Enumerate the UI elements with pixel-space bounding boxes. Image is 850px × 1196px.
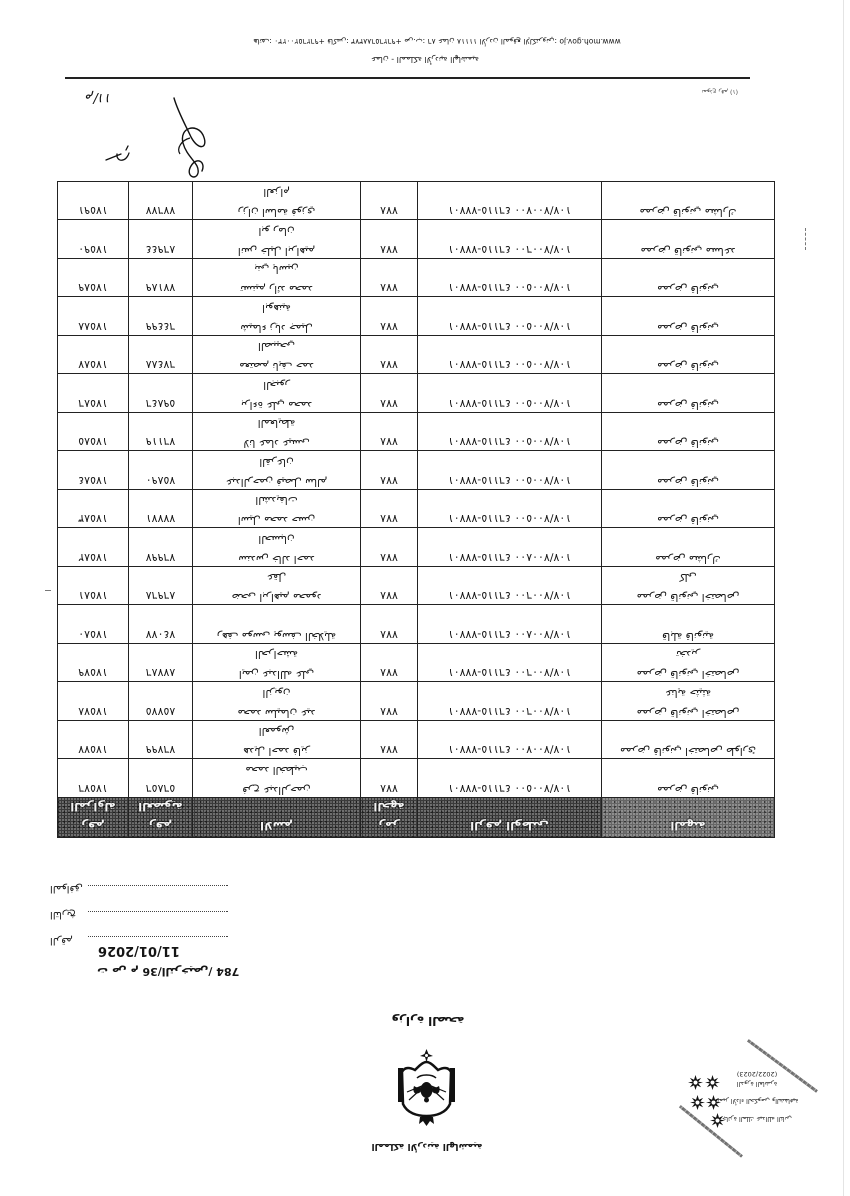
code-cell: ٧٧٨ (361, 413, 418, 452)
header-profession (602, 798, 775, 838)
name-cell (193, 297, 361, 336)
license-number-cell: ١٧٥٨٨ (58, 297, 129, 336)
header-line: العضوية (138, 800, 183, 814)
name-line-2: الصبيحي (257, 340, 296, 353)
national-number-value: ١٠٧/٧٠٠٨٠٠ ٤٦١١٥-٧٧٧٠١ (447, 551, 572, 564)
national-number-value: ١٠٧/٧٠٠٦٠٠ ٤٦١١٥-٧٧٧٠١ (447, 705, 572, 718)
award-stamp (675, 1036, 830, 1166)
member-number-cell: ٧٦٧٩٩ (129, 721, 193, 760)
hijri-date-field-line (88, 885, 228, 886)
date-stamp: 11/01/2026 (98, 943, 180, 958)
name-line-2: بني ياسين (254, 263, 299, 276)
table-row (58, 759, 775, 798)
national-number-value: ١٠٧/٧٠٠٥٠٠ ٤٦١١٥-٧٧٧٠١ (447, 397, 572, 410)
license-number-cell: ١٧٥٨٣ (58, 490, 129, 529)
profession-line-1: ممرض قانوني مساعد (640, 245, 736, 257)
scan-edge-line (843, 0, 844, 1196)
national-number-value: ١٠٧/٧٠٠٥٠٠ ٤٦١١٥-٧٧٧٠١ (447, 782, 572, 795)
code-cell: ٧٧٨ (361, 721, 418, 760)
code-cell: ٧٧٨ (361, 374, 418, 413)
profession-line-1: ممرض قانوني (657, 399, 719, 411)
national-number-value: ١٠٧/٧٠٠٦٠٠ ٤٦١١٥-٧٧٧٠١ (447, 666, 572, 680)
table-row (58, 259, 775, 298)
member-number-cell: ٧٥٨٩٠ (129, 451, 193, 490)
name-line-1: انس خليل ابراهيم (237, 245, 316, 257)
table-row (58, 182, 775, 221)
name-line-1: فرح عبدالرحمن (242, 784, 311, 796)
national-number-value: ١٠٧/٧٠٠٧٠٠ ٤٦١١٥-٧٧٧٠١ (447, 204, 572, 218)
table-row (58, 413, 775, 452)
name-cell (193, 528, 361, 567)
member-number-cell: ٥٦٨٥٦ (129, 759, 193, 798)
national-number-value: ١٠٧/٧٠٠٥٠٠ ٤٦١١٥-٧٧٧٠١ (447, 435, 572, 449)
code-cell: ٧٧٨ (361, 220, 418, 259)
scan-margin-mark (805, 228, 806, 250)
name-line-2: العموش (258, 725, 295, 738)
member-number-cell: ٦٧٤٨٨ (129, 336, 193, 375)
date-field-line (88, 911, 228, 912)
date-label: التاريخ (50, 909, 76, 920)
name-line-1: براءة علي محمد (240, 399, 313, 411)
code-cell: ٧٧٨ (361, 605, 418, 644)
ministry-title: وزارة الصحة (391, 1014, 465, 1028)
member-number-cell: ٧٦١١٩ (129, 413, 193, 452)
profession-cell (602, 451, 775, 490)
profession-line-2: تخدير (676, 648, 700, 661)
name-line-1: ضحى ابراهيم محمود (231, 591, 322, 604)
profession-cell (602, 644, 775, 683)
profession-cell (602, 682, 775, 721)
code-cell: ٧٧٨ (361, 528, 418, 567)
scan-margin-mark (45, 590, 51, 591)
national-number-value: ١٠٧/٧٠٠٧٠٠ ٤٦١١٥-٧٧٧٠١ (447, 743, 572, 757)
data-table (57, 181, 775, 838)
name-cell (193, 567, 361, 606)
name-cell (193, 682, 361, 721)
national-number-cell (418, 182, 602, 221)
table-row (58, 644, 775, 683)
member-number-cell: ٧٧٧٧١ (129, 490, 193, 529)
profession-line-1: ممرض قانوني (657, 784, 719, 796)
national-number-cell (418, 528, 602, 567)
license-number-cell: ١٧٥٧٦ (58, 759, 129, 798)
code-cell: ٧٧٨ (361, 336, 418, 375)
name-line-2: الحسبان (258, 533, 295, 545)
profession-cell (602, 259, 775, 298)
national-number-cell (418, 759, 602, 798)
name-line-1: معتصم نايف حمد (239, 360, 314, 373)
profession-line-1: ممرض قانوني اختصاص (636, 668, 740, 681)
profession-line-1: ممرض قانوني اختصاص (636, 707, 740, 719)
table-row (58, 528, 775, 567)
name-line-2: الزبون (262, 687, 291, 699)
code-cell: ٧٧٨ (361, 259, 418, 298)
table-row (58, 336, 775, 375)
header-line: المزاولة (70, 800, 116, 814)
profession-cell (602, 297, 775, 336)
national-number-cell (418, 413, 602, 452)
name-line-2: المعايطة (257, 417, 296, 430)
award-line-1: جائزة الملك عبدالله الثاني (722, 1115, 792, 1123)
member-number-cell: ٧٦٩٩٧ (129, 528, 193, 567)
profession-line-1: ممرض قانوني اختصاص (636, 591, 740, 604)
license-number-cell: ١٧٥٨١ (58, 567, 129, 606)
name-cell (193, 413, 361, 452)
header-line: رقم (148, 819, 173, 833)
national-number-cell (418, 644, 602, 683)
license-number-cell: ١٧٥٧٨ (58, 682, 129, 721)
name-line-1: شيماء زياد جميل (240, 322, 313, 334)
profession-line-1: ممرض قانوني مشارك (639, 206, 737, 219)
member-number-cell: ٧٤٠٧٧ (129, 605, 193, 644)
name-line-1: هديل احمد فايز (243, 745, 310, 758)
national-number-cell (418, 682, 602, 721)
name-cell (193, 374, 361, 413)
profession-cell (602, 182, 775, 221)
profession-line-1: ممرض قانوني (657, 437, 719, 450)
profession-cell (602, 567, 775, 606)
code-cell: ٧٧٨ (361, 297, 418, 336)
national-number-value: ١٠٧/٧٠٠٥٠٠ ٤٦١١٥-٧٧٧٠١ (447, 320, 572, 333)
form-code: نموذج رقم (١) (701, 88, 738, 95)
license-number-cell: ١٧٥٨٠ (58, 605, 129, 644)
member-number-cell: ٧٧١٨٩ (129, 259, 193, 298)
license-number-cell: ١٧٥٩٠ (58, 220, 129, 259)
code-cell: ٧٧٨ (361, 644, 418, 683)
member-number-cell: ٦٤٤٩٩ (129, 297, 193, 336)
profession-cell (602, 528, 775, 567)
name-cell (193, 759, 361, 798)
license-number-cell: ١٧٥٨٤ (58, 451, 129, 490)
profession-line-1: قابلة قانونية (662, 630, 714, 642)
name-line-1: سندس خالد احمد (238, 553, 315, 565)
table-row (58, 605, 775, 644)
profession-cell (602, 336, 775, 375)
national-number-cell (418, 374, 602, 413)
number-label: الرقم (50, 935, 73, 946)
header-code (361, 798, 418, 838)
member-number-cell: ٧٧٦٧٧ (129, 182, 193, 221)
name-cell (193, 336, 361, 375)
profession-line-1: ممرض قانوني اختصاص طوارئ (620, 745, 756, 758)
profession-cell (602, 490, 775, 529)
table-row (58, 451, 775, 490)
star-icon (690, 1095, 705, 1110)
coat-of-arms-icon (395, 1047, 458, 1128)
table-row (58, 220, 775, 259)
name-line-2: الجبور (263, 379, 290, 391)
name-cell (193, 259, 361, 298)
number-field-line (88, 936, 228, 937)
name-line-2: ابو رمان (258, 225, 295, 237)
code-cell: ٧٧٨ (361, 682, 418, 721)
national-number-cell (418, 451, 602, 490)
national-number-cell (418, 259, 602, 298)
profession-line-2: عناية حثيثة (664, 687, 712, 699)
profession-cell (602, 220, 775, 259)
header-member-number (129, 798, 193, 838)
name-line-2: عقل (266, 571, 287, 584)
table-row (58, 490, 775, 529)
name-line-1: ايمن عبدالله علي (238, 668, 315, 681)
name-cell (193, 490, 361, 529)
national-number-value: ١٠٧/٧٠٠٦٠٠ ٤٦١١٥-٧٧٧٠١ (447, 589, 572, 603)
profession-line-1: ممرض مشارك (655, 553, 721, 565)
code-cell: ٧٧٨ (361, 567, 418, 606)
national-number-value: ١٠٧/٧٠٠٨٠٠ ٤٦١١٥-٧٧٧٠١ (447, 628, 572, 641)
footer-contact-line: هاتف: ٩٦٢٦٥٢٠٠٢٣٠+ فاكس: ٩٦٢٦٥٦٨٨٣٧٣+ ص.ب: ٨٦ عمان ١١١١٨ الأردن الموقع الإلكتروني: www.moh.gov.jo (253, 37, 621, 46)
profession-line-1: ممرض قانوني (657, 360, 719, 373)
national-number-value: ١٠٧/٧٠٠٦٠٠ ٤٦١١٥-٧٧٧٠١ (447, 243, 572, 256)
code-cell: ٧٧٨ (361, 759, 418, 798)
header-line: رمز (378, 819, 400, 833)
footer-divider (65, 77, 750, 79)
license-number-cell: ١٧٥٧٧ (58, 721, 129, 760)
name-line-2: الشديفات (255, 494, 298, 507)
handwritten-note: م/١١ (85, 90, 112, 105)
name-cell (193, 182, 361, 221)
profession-cell (602, 374, 775, 413)
name-line-1: عبدالرحمن فيصل سالم (225, 476, 328, 488)
name-line-1: لانا عماد عيسى (243, 437, 310, 450)
member-number-cell: ٨٦٩٦٨ (129, 567, 193, 606)
national-number-value: ١٠٧/٧٠٠٥٠٠ ٤٦١١٥-٧٧٧٠١ (447, 281, 572, 295)
code-cell: ٧٧٨ (361, 451, 418, 490)
license-number-cell: ١٧٥٩١ (58, 182, 129, 221)
name-line-1: رهف موسى يوسف الخلايلة (216, 630, 337, 642)
national-number-cell (418, 721, 602, 760)
profession-cell (602, 759, 775, 798)
table-row (58, 721, 775, 760)
code-cell: ٧٧٨ (361, 490, 418, 529)
profession-cell (602, 721, 775, 760)
footer-address-line: عمان - المملكة الأردنية الهاشمية (371, 55, 479, 64)
national-number-cell (418, 490, 602, 529)
name-cell (193, 451, 361, 490)
header-line: الجهة (373, 800, 405, 814)
license-number-cell: ١٧٥٨٩ (58, 259, 129, 298)
license-number-cell: ١٧٥٧٩ (58, 644, 129, 683)
table-row (58, 682, 775, 721)
hijri-date-label: الموافق (50, 883, 83, 894)
award-period: (2022/2023) (736, 1070, 778, 1078)
national-number-cell (418, 567, 602, 606)
header-name (193, 798, 361, 838)
profession-line-1: ممرض قانوني (657, 322, 719, 334)
header-line: الرقم الوطني (470, 819, 549, 833)
profession-cell (602, 413, 775, 452)
member-number-cell: ٨٥٧٧٥ (129, 682, 193, 721)
name-line-1: رزان اسامة فوزي (237, 206, 316, 219)
award-line-3: الدورة العاشرة (736, 1080, 778, 1088)
member-number-cell: ٨٦٩٤٤ (129, 220, 193, 259)
name-cell (193, 220, 361, 259)
name-cell (193, 644, 361, 683)
header-national-number (418, 798, 602, 838)
license-number-cell: ١٧٥٨٥ (58, 413, 129, 452)
profession-line-1: ممرض قانوني (657, 514, 719, 527)
header-line: رقم (81, 819, 105, 833)
profession-line-2: كلى (679, 571, 697, 584)
header-line: المهنة (670, 819, 706, 833)
country-title: المملكة الأردنية الهاشمية (371, 1141, 483, 1151)
national-number-value: ١٠٧/٧٠٠٥٠٠ ٤٦١١٥-٧٧٧٠١ (447, 512, 572, 526)
name-line-2: القرعان (259, 456, 294, 468)
award-line-2: لتميز الأداء الحكومي والشفافية (715, 1097, 799, 1105)
name-line-2: محمد الخطيب (245, 764, 308, 776)
header-line: الاسم (260, 819, 293, 833)
license-number-cell: ١٧٥٨٧ (58, 336, 129, 375)
name-line-2: العزام (263, 186, 290, 199)
member-number-cell: ٨٧٧٨٦ (129, 644, 193, 683)
name-line-1: تسنيم رائد محمد (240, 283, 313, 296)
name-cell (193, 605, 361, 644)
national-number-cell (418, 605, 602, 644)
name-line-2: ابوهنية (262, 302, 291, 314)
name-cell (193, 721, 361, 760)
table-row (58, 297, 775, 336)
profession-line-1: ممرض قانوني (657, 283, 719, 296)
name-line-1: محمد سليمان عيد (237, 707, 316, 719)
license-number-cell: ١٧٥٨٢ (58, 528, 129, 567)
code-cell: ٧٧٨ (361, 182, 418, 221)
name-line-1: اسيل محمد حسن (237, 514, 316, 527)
member-number-cell: ٥٩٨٤٦ (129, 374, 193, 413)
table-row (58, 567, 775, 606)
name-line-2: الحراحشة (254, 648, 299, 661)
reference-number-stamp: ت ص م 36/الترخيص/ 784 (97, 965, 240, 978)
profession-line-1: ممرض قانوني (657, 476, 719, 488)
profession-cell (602, 605, 775, 644)
national-number-cell (418, 297, 602, 336)
table-row (58, 374, 775, 413)
license-number-cell: ١٧٥٨٦ (58, 374, 129, 413)
header-license-number (58, 798, 129, 838)
national-number-value: ١٠٧/٧٠٠٥٠٠ ٤٦١١٥-٧٧٧٠١ (447, 474, 572, 487)
national-number-cell (418, 336, 602, 375)
national-number-cell (418, 220, 602, 259)
table-header-row (58, 798, 775, 838)
national-number-value: ١٠٧/٧٠٠٥٠٠ ٤٦١١٥-٧٧٧٠١ (447, 358, 572, 372)
star-icon (688, 1075, 703, 1090)
licenses-table (58, 181, 775, 838)
